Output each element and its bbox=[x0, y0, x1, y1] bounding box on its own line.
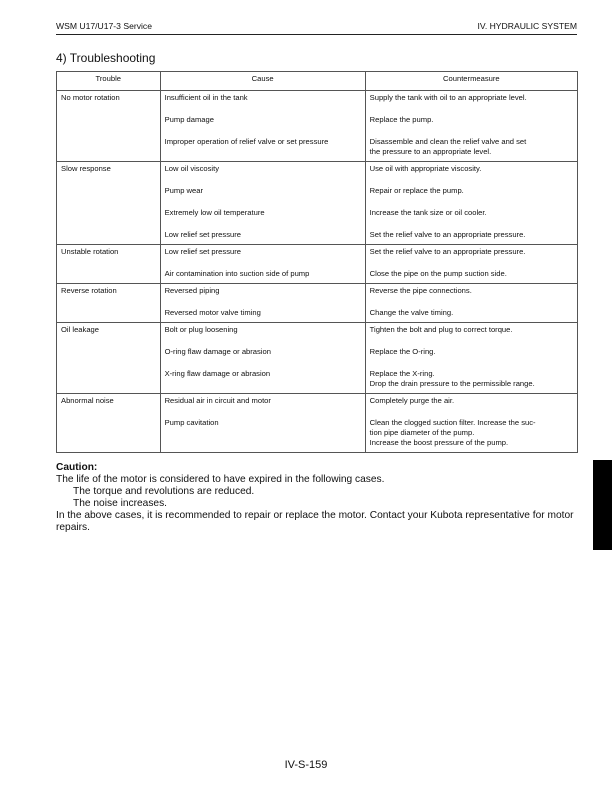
countermeasure-line: Drop the drain pressure to the permissible range. bbox=[369, 379, 535, 388]
countermeasure-line: Replace the pump. bbox=[369, 115, 434, 124]
countermeasure-line: Tighten the bolt and plug to correct torque. bbox=[369, 325, 513, 334]
trouble-text: Abnormal noise bbox=[61, 396, 114, 405]
cause-cell bbox=[160, 162, 365, 245]
cause-text: Extremely low oil temperature bbox=[164, 208, 265, 217]
countermeasure-line: Set the relief valve to an appropriate pressure. bbox=[369, 230, 526, 239]
countermeasure-line: Disassemble and clean the relief valve and set bbox=[369, 137, 527, 146]
countermeasure-entry bbox=[370, 230, 573, 240]
table-row bbox=[57, 323, 578, 394]
countermeasure-entry bbox=[370, 418, 573, 448]
table-row bbox=[57, 284, 578, 323]
countermeasure-line: Increase the tank size or oil cooler. bbox=[369, 208, 487, 217]
table-row bbox=[57, 91, 578, 162]
countermeasure-line: Set the relief valve to an appropriate pressure. bbox=[369, 247, 526, 256]
countermeasure-entry bbox=[370, 308, 573, 318]
countermeasure-line: Completely purge the air. bbox=[369, 396, 455, 405]
countermeasure-line: Replace the O-ring. bbox=[369, 347, 436, 356]
troubleshooting-table bbox=[56, 71, 578, 453]
trouble-text: No motor rotation bbox=[61, 93, 120, 102]
caution-case: The noise increases. bbox=[73, 498, 168, 509]
countermeasure-entry bbox=[370, 137, 573, 157]
countermeasure-cell bbox=[365, 284, 577, 323]
countermeasure-entry bbox=[370, 347, 573, 368]
countermeasure-cell bbox=[365, 394, 577, 453]
cause-text: Low relief set pressure bbox=[164, 247, 241, 256]
countermeasure-line: Clean the clogged suction filter. Increase the suc- bbox=[369, 418, 536, 427]
table-row bbox=[57, 162, 578, 245]
countermeasure-entry bbox=[370, 269, 573, 279]
countermeasure-line: Repair or replace the pump. bbox=[369, 186, 464, 195]
countermeasure-entry bbox=[370, 208, 573, 229]
caution-block bbox=[56, 462, 580, 534]
cause-text: Air contamination into suction side of pump bbox=[164, 269, 310, 278]
countermeasure-line: Replace the X-ring. bbox=[369, 369, 435, 378]
table-row bbox=[57, 394, 578, 453]
table-row bbox=[57, 245, 578, 284]
countermeasure-line: Change the valve timing. bbox=[369, 308, 454, 317]
trouble-text: Oil leakage bbox=[61, 325, 99, 334]
cause-text: Pump wear bbox=[164, 186, 203, 195]
section-title: 4) Troubleshooting bbox=[56, 51, 156, 65]
page-number: IV-S-159 bbox=[284, 759, 328, 771]
trouble-cell bbox=[57, 323, 161, 394]
page-header bbox=[56, 20, 577, 34]
trouble-text: Slow response bbox=[61, 164, 111, 173]
countermeasure-entry bbox=[370, 396, 573, 417]
countermeasure-entry bbox=[370, 325, 573, 346]
column-header-countermeasure: Countermeasure bbox=[365, 72, 577, 91]
section-thumb-tab bbox=[593, 460, 612, 550]
cause-text: Insufficient oil in the tank bbox=[164, 93, 248, 102]
countermeasure-cell bbox=[365, 91, 577, 162]
cause-text: Improper operation of relief valve or set pressure bbox=[164, 137, 329, 146]
caution-case: The torque and revolutions are reduced. bbox=[73, 486, 255, 497]
countermeasure-entry bbox=[370, 115, 573, 136]
column-header-cause: Cause bbox=[160, 72, 365, 91]
trouble-cell bbox=[57, 284, 161, 323]
countermeasure-line: Reverse the pipe connections. bbox=[369, 286, 472, 295]
countermeasure-entry bbox=[370, 286, 573, 307]
cause-text: X-ring flaw damage or abrasion bbox=[164, 369, 271, 378]
trouble-text: Unstable rotation bbox=[61, 247, 119, 256]
caution-title: Caution: bbox=[56, 462, 98, 473]
cause-text: Low oil viscosity bbox=[164, 164, 220, 173]
cause-text: Bolt or plug loosening bbox=[164, 325, 238, 334]
cause-cell bbox=[160, 91, 365, 162]
cause-text: Pump damage bbox=[164, 115, 214, 124]
countermeasure-cell bbox=[365, 162, 577, 245]
countermeasure-line: the pressure to an appropriate level. bbox=[369, 147, 492, 156]
manual-title: WSM U17/U17-3 Service bbox=[56, 21, 152, 31]
trouble-cell bbox=[57, 91, 161, 162]
cause-text: O-ring flaw damage or abrasion bbox=[164, 347, 271, 356]
cause-text: Reversed piping bbox=[164, 286, 220, 295]
countermeasure-entry bbox=[370, 247, 573, 268]
trouble-text: Reverse rotation bbox=[61, 286, 117, 295]
countermeasure-line: Increase the boost pressure of the pump. bbox=[369, 438, 509, 447]
column-header-trouble: Trouble bbox=[57, 72, 161, 91]
trouble-cell bbox=[57, 245, 161, 284]
table-body bbox=[57, 91, 578, 453]
countermeasure-entry bbox=[370, 369, 573, 389]
countermeasure-line: Close the pipe on the pump suction side. bbox=[369, 269, 507, 278]
cause-cell bbox=[160, 284, 365, 323]
countermeasure-line: Supply the tank with oil to an appropriate level. bbox=[369, 93, 527, 102]
chapter-title: IV. HYDRAULIC SYSTEM bbox=[477, 21, 577, 31]
header-divider bbox=[56, 34, 577, 35]
countermeasure-line: Use oil with appropriate viscosity. bbox=[369, 164, 482, 173]
cause-cell bbox=[160, 394, 365, 453]
countermeasure-cell bbox=[365, 323, 577, 394]
trouble-cell bbox=[57, 162, 161, 245]
cause-cell bbox=[160, 323, 365, 394]
cause-text: Pump cavitation bbox=[164, 418, 219, 427]
countermeasure-line: tion pipe diameter of the pump. bbox=[369, 428, 475, 437]
countermeasure-cell bbox=[365, 245, 577, 284]
cause-cell bbox=[160, 245, 365, 284]
table-header-row bbox=[57, 72, 578, 91]
caution-intro: The life of the motor is considered to have expired in the following cases. bbox=[56, 474, 385, 485]
trouble-cell bbox=[57, 394, 161, 453]
countermeasure-entry bbox=[370, 164, 573, 185]
cause-text: Reversed motor valve timing bbox=[164, 308, 261, 317]
cause-text: Residual air in circuit and motor bbox=[164, 396, 271, 405]
cause-text: Low relief set pressure bbox=[164, 230, 241, 239]
countermeasure-entry bbox=[370, 93, 573, 114]
caution-closing: In the above cases, it is recommended to repair or replace the motor. Contact your Kubota representative for motor repairs. bbox=[56, 510, 574, 533]
countermeasure-entry bbox=[370, 186, 573, 207]
